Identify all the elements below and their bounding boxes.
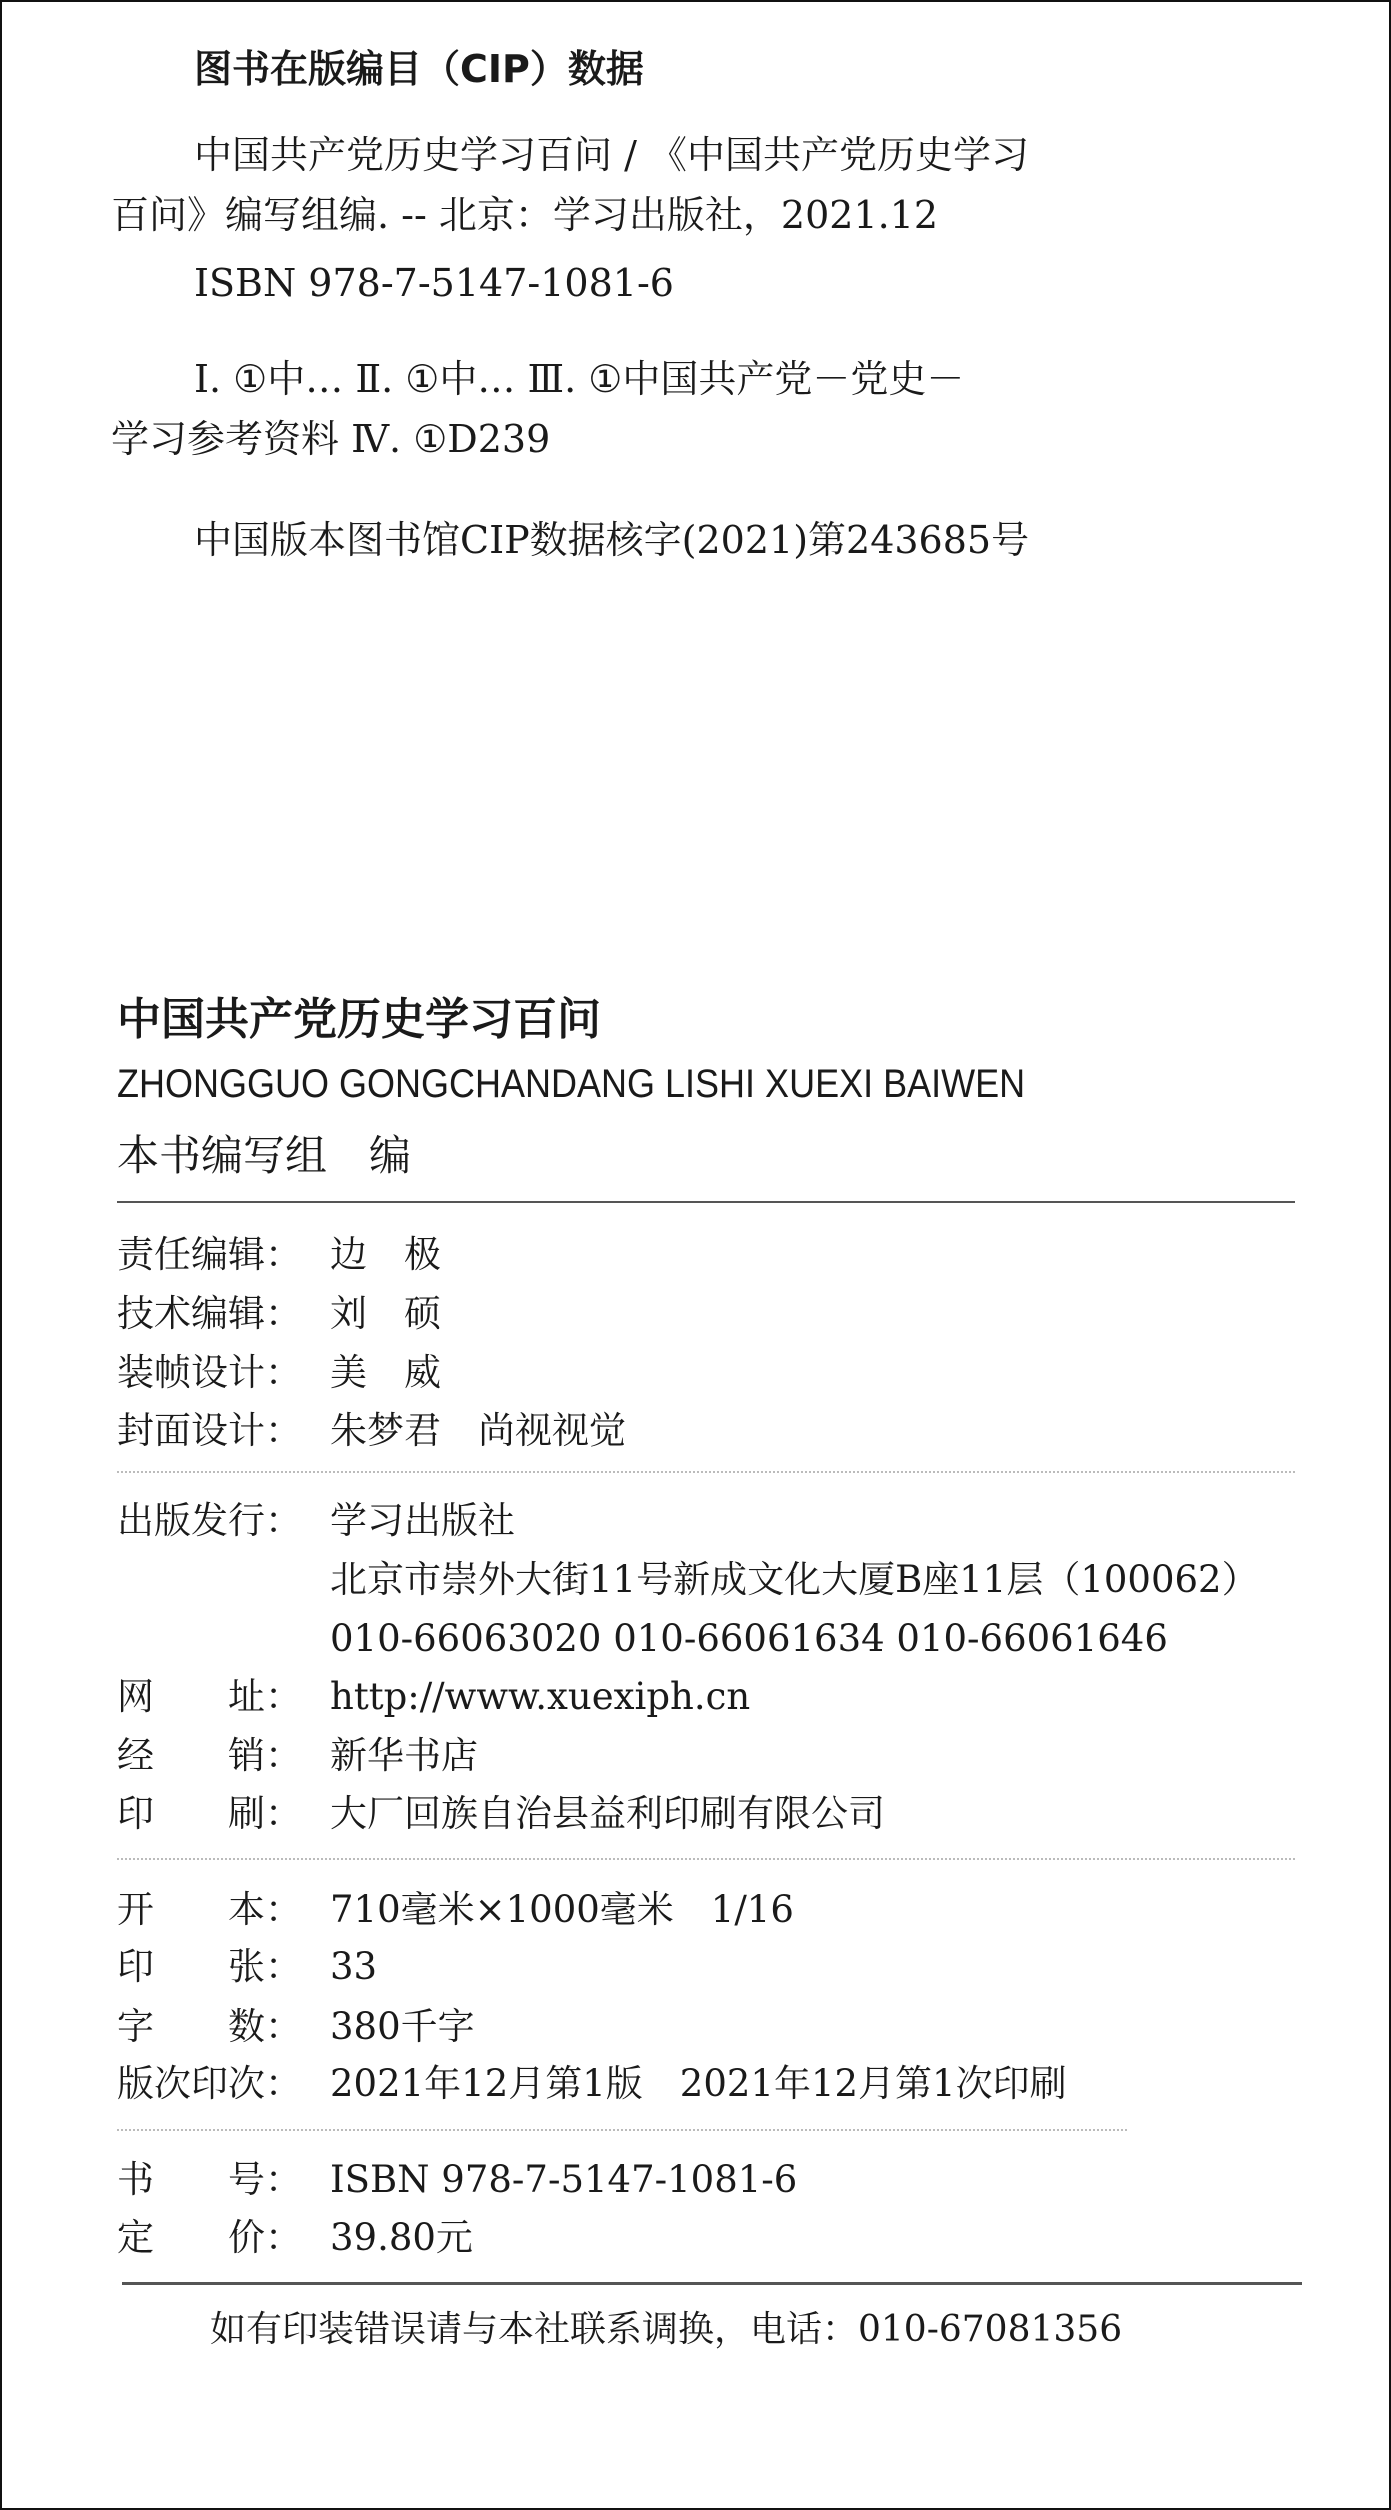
staff-row [117, 1233, 441, 1276]
cip-title: 图书在版编目（CIP）数据 [194, 47, 644, 91]
row-label: 技术编辑： [117, 1292, 302, 1335]
row-value: 新华书店 [330, 1734, 478, 1777]
row-value: 33 [330, 1945, 378, 1988]
book-title: 中国共产党历史学习百问 [117, 994, 601, 1045]
isbn-row [117, 2158, 798, 2201]
row-label: 印 张： [117, 1945, 302, 1988]
row-value: 边 极 [330, 1233, 441, 1276]
cip-classification-2: 学习参考资料 Ⅳ. ①D239 [111, 417, 551, 461]
row-value: 学习出版社 [330, 1499, 515, 1542]
row-value: 大厂回族自治县益利印刷有限公司 [330, 1792, 885, 1835]
book-title-pinyin: ZHONGGUO GONGCHANDANG LISHI XUEXI BAIWEN [117, 1062, 1026, 1106]
cip-classification-1: Ⅰ. ①中… Ⅱ. ①中… Ⅲ. ①中国共产党－党史－ [194, 357, 965, 401]
cip-isbn: ISBN 978-7-5147-1081-6 [194, 261, 674, 305]
row-label: 网 址： [117, 1675, 302, 1718]
publisher-phones: 010-66063020 010-66061634 010-66061646 [330, 1617, 1168, 1660]
distributor-row [117, 1734, 478, 1777]
row-label: 开 本： [117, 1888, 302, 1931]
divider [117, 2129, 1127, 2131]
spec-row [117, 2005, 475, 2048]
spec-row [117, 1945, 378, 1988]
divider [117, 1471, 1295, 1473]
staff-row [117, 1409, 626, 1452]
row-value: 39.80元 [330, 2216, 473, 2259]
price-row [117, 2216, 473, 2259]
row-label: 封面设计： [117, 1409, 302, 1452]
publisher-address: 北京市崇外大街11号新成文化大厦B座11层（100062） [330, 1558, 1259, 1601]
row-label: 书 号： [117, 2158, 302, 2201]
staff-row [117, 1351, 441, 1394]
row-label: 装帧设计： [117, 1351, 302, 1394]
row-label: 字 数： [117, 2005, 302, 2048]
row-label: 定 价： [117, 2216, 302, 2259]
cip-line-2: 百问》编写组编. -- 北京：学习出版社，2021.12 [111, 193, 939, 237]
spec-row [117, 2062, 1067, 2105]
row-label: 出版发行： [117, 1499, 302, 1542]
row-label: 版次印次： [117, 2062, 302, 2105]
row-label: 印 刷： [117, 1792, 302, 1835]
book-author: 本书编写组 编 [117, 1131, 412, 1180]
row-value: 2021年12月第1版 2021年12月第1次印刷 [330, 2062, 1067, 2105]
staff-row [117, 1292, 441, 1335]
cip-verification: 中国版本图书馆CIP数据核字(2021)第243685号 [194, 518, 1030, 562]
row-label: 责任编辑： [117, 1233, 302, 1276]
divider [122, 2282, 1302, 2285]
row-label: 经 销： [117, 1734, 302, 1777]
divider [117, 1858, 1295, 1860]
divider [117, 1201, 1295, 1203]
row-value: 朱梦君 尚视视觉 [330, 1409, 626, 1452]
website-row [117, 1675, 751, 1718]
footer-notice: 如有印装错误请与本社联系调换，电话：010-67081356 [210, 2309, 1123, 2350]
cip-line-1: 中国共产党历史学习百问 / 《中国共产党历史学习 [194, 133, 1029, 177]
row-value: ISBN 978-7-5147-1081-6 [330, 2158, 798, 2201]
row-value: 710毫米×1000毫米 1/16 [330, 1888, 794, 1931]
website-link[interactable]: http://www.xuexiph.cn [330, 1675, 751, 1718]
row-value: 美 威 [330, 1351, 441, 1394]
publisher-row [117, 1499, 515, 1542]
printer-row [117, 1792, 885, 1835]
row-value: 刘 硕 [330, 1292, 441, 1335]
spec-row [117, 1888, 794, 1931]
row-value: 380千字 [330, 2005, 475, 2048]
